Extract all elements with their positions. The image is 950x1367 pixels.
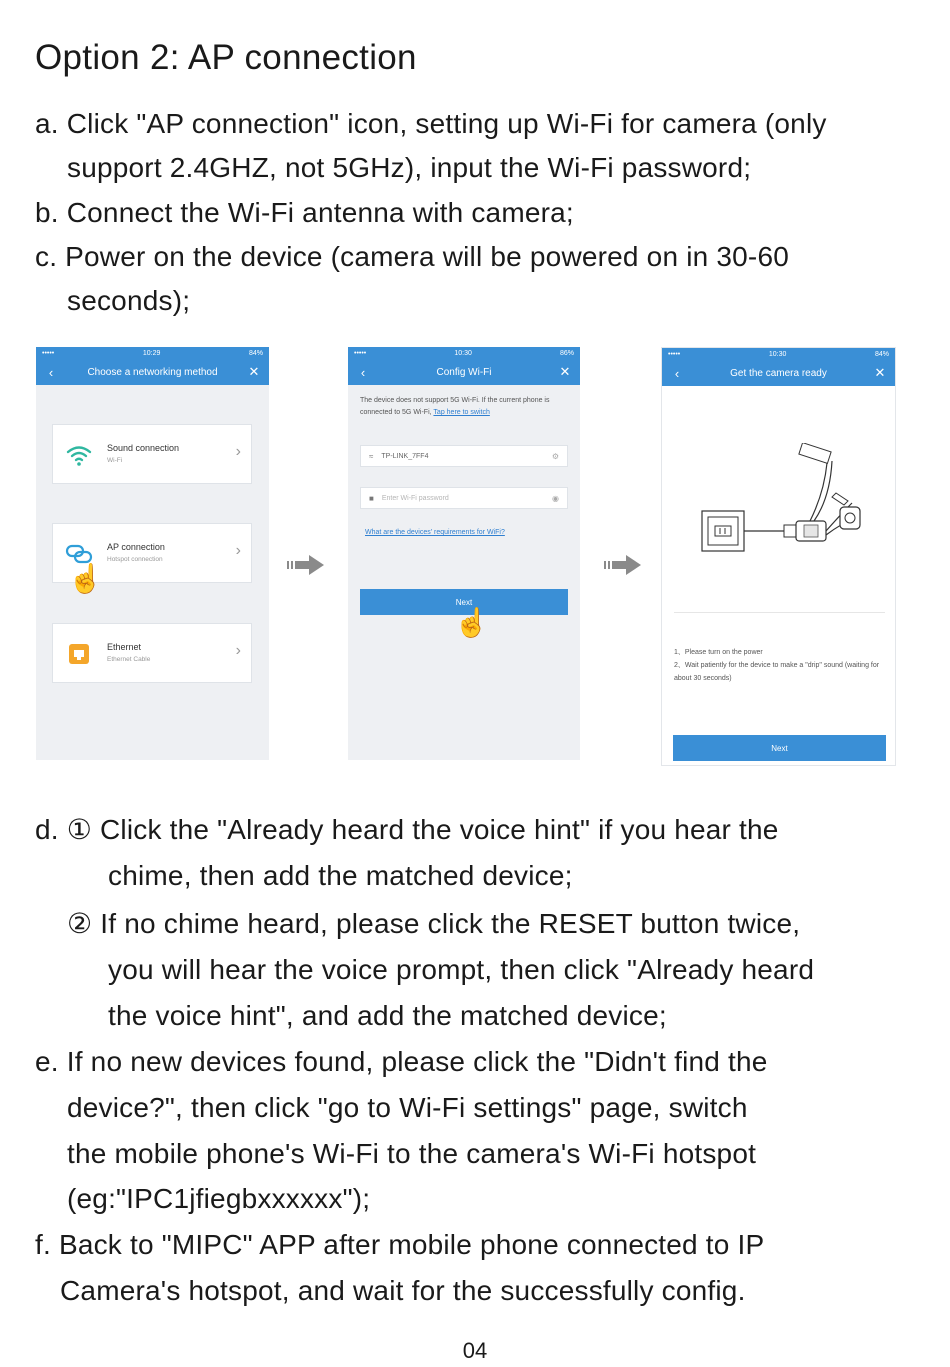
switch-network-link[interactable]: Tap here to switch bbox=[433, 409, 490, 416]
back-icon[interactable]: ‹ bbox=[48, 364, 54, 380]
step-f-line-1: f. Back to "MIPC" APP after mobile phone connected to IP bbox=[35, 1229, 765, 1260]
pointing-hand-icon: ☝ bbox=[68, 563, 103, 594]
page-title: Option 2: AP connection bbox=[35, 38, 417, 77]
close-icon[interactable]: ✕ bbox=[248, 364, 260, 379]
arrow-right-icon bbox=[603, 553, 643, 577]
camera-power-illustration bbox=[692, 443, 872, 563]
step-e-line-4: (eg:"IPC1jfiegbxxxxxx"); bbox=[67, 1183, 371, 1214]
card-title: Sound connection bbox=[107, 443, 180, 453]
card-subtitle: Ethernet Cable bbox=[107, 656, 151, 663]
instruction-1: 1、Please turn on the power bbox=[674, 649, 763, 656]
lock-icon: ■ bbox=[369, 493, 374, 503]
battery-level: 84% bbox=[248, 349, 263, 357]
wifi-ssid-field[interactable] bbox=[360, 445, 568, 467]
step-c-line-2: seconds); bbox=[67, 285, 191, 316]
step-a-line-2: support 2.4GHZ, not 5GHz), input the Wi-Fi password; bbox=[67, 152, 752, 183]
signal-indicator: ••••• bbox=[668, 350, 681, 358]
close-icon[interactable]: ✕ bbox=[874, 365, 886, 380]
screenshot-networking-method bbox=[36, 347, 269, 760]
requirements-link[interactable]: What are the devices' requirements for WiFi? bbox=[365, 529, 505, 536]
nav-title: Choose a networking method bbox=[87, 366, 218, 378]
arrow-right-icon bbox=[286, 553, 326, 577]
card-subtitle: Wi-Fi bbox=[107, 457, 123, 464]
settings-icon[interactable]: ⚙ bbox=[551, 451, 559, 461]
status-time: 10:30 bbox=[768, 350, 787, 358]
status-bar bbox=[348, 347, 580, 359]
close-icon[interactable]: ✕ bbox=[559, 364, 571, 379]
status-time: 10:29 bbox=[142, 349, 161, 357]
card-title: AP connection bbox=[107, 542, 165, 552]
step-d-line-1: d. ① Click the "Already heard the voice hint" if you hear the bbox=[35, 814, 779, 845]
step-a-line-1: a. Click "AP connection" icon, setting up Wi-Fi for camera (only bbox=[35, 108, 827, 139]
wifi-icon: ≈ bbox=[369, 451, 374, 461]
step-b-line: b. Connect the Wi-Fi antenna with camera; bbox=[35, 197, 574, 228]
card-subtitle: Hotspot connection bbox=[107, 556, 163, 563]
screenshot-config-wifi bbox=[348, 347, 580, 760]
next-button[interactable]: Next bbox=[360, 589, 568, 615]
nav-bar bbox=[662, 360, 895, 386]
sound-connection-card[interactable] bbox=[52, 424, 252, 484]
nav-bar bbox=[348, 359, 580, 385]
step-f-line-2: Camera's hotspot, and wait for the successfully config. bbox=[60, 1275, 746, 1306]
nav-bar bbox=[36, 359, 269, 385]
step-d-line-4: you will hear the voice prompt, then click "Already heard bbox=[108, 954, 815, 985]
screenshot-camera-ready bbox=[661, 347, 896, 766]
battery-level: 84% bbox=[874, 350, 889, 358]
status-bar bbox=[662, 348, 895, 360]
status-time: 10:30 bbox=[454, 349, 472, 357]
wifi-password-field[interactable] bbox=[360, 487, 568, 509]
notice-text: The device does not support 5G Wi-Fi. If the current phone is connected to 5G Wi-Fi, bbox=[360, 397, 550, 416]
nav-title: Get the camera ready bbox=[730, 367, 827, 379]
pointing-hand-icon: ☝ bbox=[454, 607, 489, 638]
step-e-line-3: the mobile phone's Wi-Fi to the camera's Wi-Fi hotspot bbox=[67, 1138, 757, 1169]
step-d-line-3: ② If no chime heard, please click the RESET button twice, bbox=[67, 908, 801, 939]
ssid-value: TP-LINK_7FF4 bbox=[381, 452, 429, 460]
divider bbox=[674, 612, 885, 613]
chevron-right-icon: › bbox=[235, 542, 241, 559]
step-e-line-1: e. If no new devices found, please click the "Didn't find the bbox=[35, 1046, 768, 1077]
step-e-line-2: device?", then click "go to Wi-Fi settings" page, switch bbox=[67, 1092, 748, 1123]
status-bar bbox=[36, 347, 269, 359]
chevron-right-icon: › bbox=[235, 443, 241, 460]
signal-indicator: ••••• bbox=[42, 349, 55, 357]
wifi-icon bbox=[65, 441, 93, 469]
card-title: Ethernet bbox=[107, 642, 142, 652]
step-d-line-5: the voice hint", and add the matched device; bbox=[108, 1000, 667, 1031]
step-d-line-2: chime, then add the matched device; bbox=[108, 860, 573, 891]
step-c-line-1: c. Power on the device (camera will be powered on in 30-60 bbox=[35, 241, 789, 272]
chevron-right-icon: › bbox=[235, 642, 241, 659]
battery-level: 86% bbox=[559, 349, 574, 357]
nav-title: Config Wi-Fi bbox=[436, 366, 492, 378]
next-button[interactable]: Next bbox=[673, 735, 886, 761]
instructions bbox=[674, 646, 886, 685]
page-number: 04 bbox=[462, 1338, 488, 1363]
5g-notice bbox=[360, 395, 565, 419]
back-icon[interactable]: ‹ bbox=[360, 364, 366, 380]
ethernet-card[interactable] bbox=[52, 623, 252, 683]
password-placeholder: Enter Wi-Fi password bbox=[381, 494, 449, 502]
back-icon[interactable]: ‹ bbox=[674, 365, 680, 381]
eye-icon[interactable]: ◉ bbox=[552, 493, 559, 503]
instruction-2: 2、Wait patiently for the device to make a "drip" sound (waiting for about 30 seconds) bbox=[674, 662, 880, 682]
ethernet-icon bbox=[65, 640, 93, 668]
signal-indicator: ••••• bbox=[354, 349, 367, 357]
